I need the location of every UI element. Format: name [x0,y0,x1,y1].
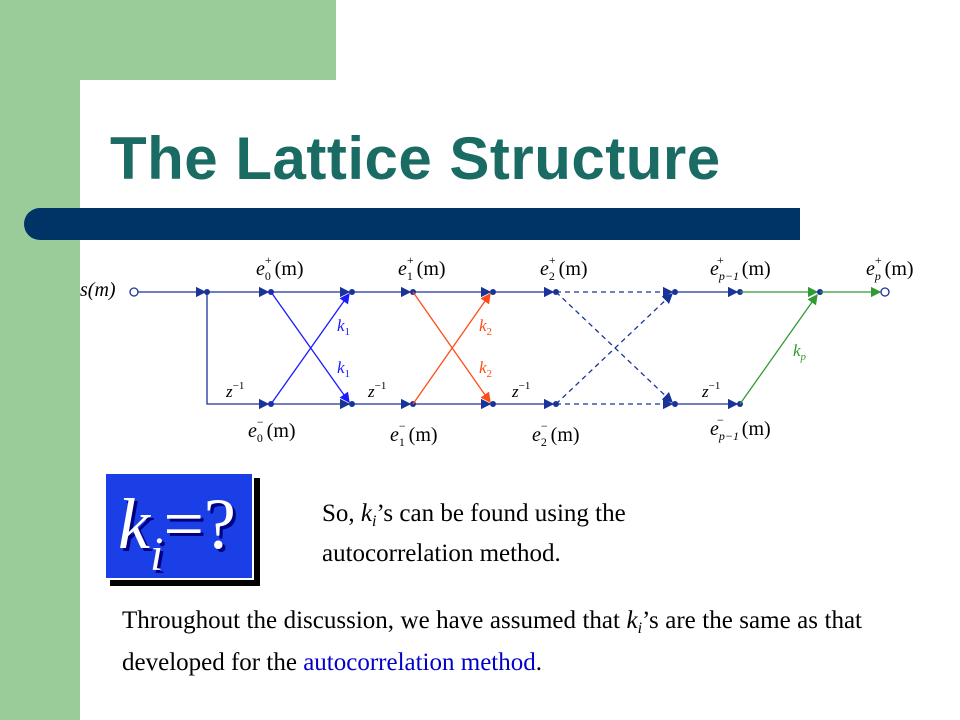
ki-callout-text: $k_i=$? [118,484,236,581]
delay-label-1 [225,380,244,401]
svg-text:z−1: $z^{-1}$ [702,380,721,401]
e1-plus-label: $e_1+ (m)$ [398,253,446,283]
so-paragraph: So, $k_i’s$ can be found using the autocorrelation method. [322,500,626,567]
highlight-autocorrelation-method: autocorrelation method [303,649,536,676]
stage2-cross-down [413,292,493,402]
output-node [881,288,889,296]
delay-label-3 [511,380,530,401]
kp-label: $k_p$ [793,341,807,363]
ki-callout-box [104,472,254,580]
dashed-cross-down [556,292,672,402]
svg-text:z−1: $z^{-1}$ [512,380,531,401]
title-underline-bar [24,208,800,240]
dashed-cross-up [556,294,672,404]
e2-minus-label: $e_2- (m)$ [532,419,580,449]
svg-text:z−1: $z^{-1}$ [368,380,387,401]
e0-minus-label: $e_0- (m)$ [248,415,296,445]
e1-minus-label: $e_1- (m)$ [390,419,438,449]
ep1-plus-label: $e_{p-1}+ (m)$ [710,253,771,283]
slide-title: The Lattice Structure [110,125,721,192]
input-node [130,288,138,296]
stage2-cross-up [413,294,493,404]
bottom-paragraph: Throughout the discussion, we have assumed that $k_i’s$ are the same as that developed for the autocorrelation method. [122,607,862,676]
stage1-cross-down [271,292,349,402]
ep-plus-label: $e_p+ (m)$ [866,253,914,283]
delay-label-4 [701,380,720,401]
lattice-diagram [0,240,960,460]
ep1-minus-label: $e_{p-1}- (m)$ [710,413,771,443]
k1-upper-label: $k_1$ [337,316,351,338]
k1-lower-label: $k_1$ [337,358,351,380]
k2-upper-label: $k_2$ [479,316,493,338]
svg-text:z−1: $z^{-1}$ [226,380,245,401]
e2-plus-label: $e_2+ (m)$ [540,253,588,283]
delay-label-2 [367,380,386,401]
k2-lower-label: $k_2$ [479,358,493,380]
stage1-cross-up [271,294,349,404]
e0-plus-label: $e_0+ (m)$ [256,253,304,283]
input-label: s(m) [80,279,116,301]
final-cross-up [740,295,817,404]
